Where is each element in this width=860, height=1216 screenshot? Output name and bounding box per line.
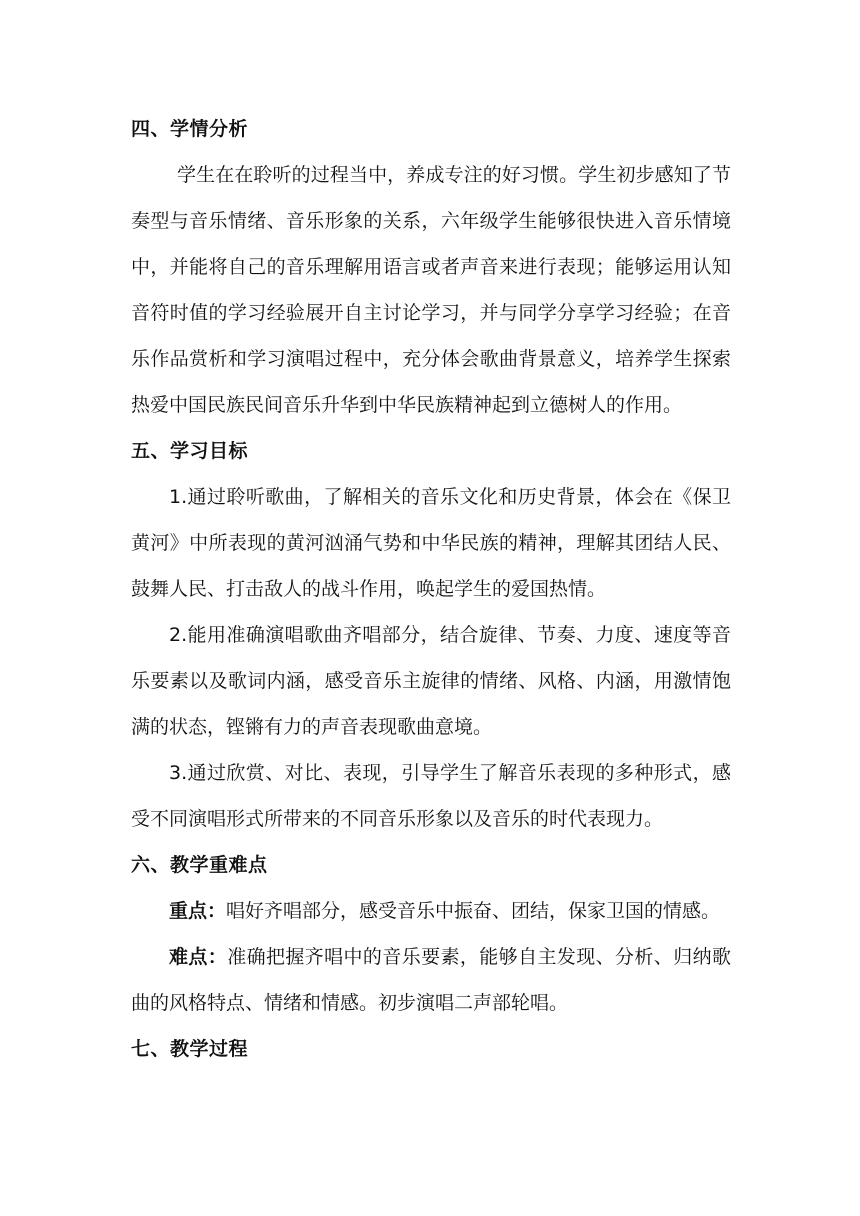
learning-analysis-paragraph: 学生在在聆听的过程当中，养成专注的好习惯。学生初步感知了节奏型与音乐情绪、音乐形象的关系，六年级学生能够很快进入音乐情境中，并能将自己的音乐理解用语言或者声音来进行表现；能够运用认知音符时值的学习经验展开自主讨论学习，并与同学分享学习经验；在音乐作品赏析和学习演唱过程中，充分体会歌曲背景意义，培养学生探索热爱中国民族民间音乐升华到中华民族精神起到立德树人的作用。 <box>131 164 731 416</box>
difficult-point-paragraph <box>131 934 731 1026</box>
key-point-label: 重点： <box>169 900 227 922</box>
difficult-point-text: 准确把握齐唱中的音乐要素，能够自主发现、分析、归纳歌曲的风格特点、情绪和情感。初步演唱二声部轮唱。 <box>131 946 731 1014</box>
document-page <box>131 106 731 1072</box>
learning-goal-2: 2.能用准确演唱歌曲齐唱部分，结合旋律、节奏、力度、速度等音乐要素以及歌词内涵，感受音乐主旋律的情绪、风格、内涵，用激情饱满的状态，铿锵有力的声音表现歌曲意境。 <box>131 624 731 738</box>
key-point-paragraph <box>131 888 731 934</box>
learning-goal-3: 3.通过欣赏、对比、表现，引导学生了解音乐表现的多种形式，感受不同演唱形式所带来的不同音乐形象以及音乐的时代表现力。 <box>131 762 731 830</box>
key-point-text: 唱好齐唱部分，感受音乐中振奋、团结，保家卫国的情感。 <box>226 900 721 922</box>
section-heading-teaching-process: 七、教学过程 <box>131 1038 249 1060</box>
difficult-point-label: 难点： <box>169 946 228 968</box>
section-heading-learning-analysis: 四、学情分析 <box>131 118 249 140</box>
section-heading-key-points: 六、教学重难点 <box>131 854 268 876</box>
section-heading-learning-goals: 五、学习目标 <box>131 440 249 462</box>
learning-goal-1: 1.通过聆听歌曲，了解相关的音乐文化和历史背景，体会在《保卫黄河》中所表现的黄河汹涌气势和中华民族的精神，理解其团结人民、鼓舞人民、打击敌人的战斗作用，唤起学生的爱国热情。 <box>131 486 731 600</box>
